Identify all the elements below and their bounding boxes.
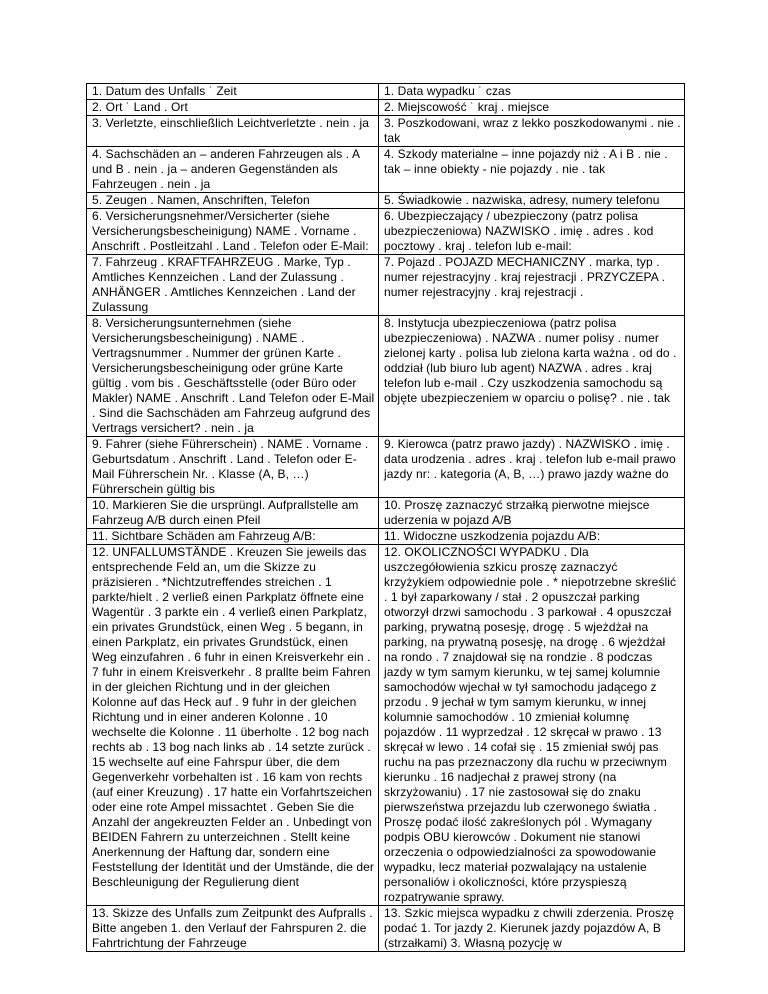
table-row bbox=[87, 316, 685, 437]
polish-cell: 6. Ubezpieczający / ubezpieczony (patrz polisa ubezpieczeniowa) NAZWISKO . imię . adres . kod pocztowy . kraj . telefon lub e-mail: bbox=[379, 209, 685, 255]
table-row bbox=[87, 147, 685, 193]
table-row bbox=[87, 116, 685, 147]
polish-cell: 5. Świadkowie . nazwiska, adresy, numery telefonu bbox=[379, 193, 685, 209]
german-cell: 11. Sichtbare Schäden am Fahrzeug A/B: bbox=[87, 529, 379, 545]
table-row bbox=[87, 255, 685, 316]
polish-cell: 9. Kierowca (patrz prawo jazdy) . NAZWISKO . imię . data urodzenia . adres . kraj . telefon lub e-mail prawo jazdy nr: . kategoria (A, B, …) prawo jazdy ważne do bbox=[379, 437, 685, 498]
german-cell: 12. UNFALLUMSTÄNDE . Kreuzen Sie jeweils das entsprechende Feld an, um die Skizze zu präzisieren . *Nichtzutreffendes streichen . 1 parkte/hielt . 2 verließ einen Parkplatz öffnete eine Wagentür . 3 parkte ein . 4 verließ einen Parkplatz, ein privates Grundstück, einen Weg . 5 begann, in einen Parkplatz, ein privates Grundstück, einen Weg einzufahren . 6 fuhr in einen Kreisverkehr ein . 7 fuhr in einem Kreisverkehr . 8 prallte beim Fahren in der gleichen Richtung und in der gleichen Kolonne auf das Heck auf . 9 fuhr in der gleichen Richtung und in einer anderen Kolonne . 10 wechselte die Kolonne . 11 überholte . 12 bog nach rechts ab . 13 bog nach links ab . 14 setzte zurück . 15 wechselte auf eine Fahrspur über, die dem Gegenverkehr vorbehalten ist . 16 kam von rechts (auf einer Kreuzung) . 17 hatte ein Vorfahrtszeichen oder eine rote Ampel missachtet . Geben Sie die Anzahl der angekreuzten Felder an . Unbedingt von BEIDEN Fahrern zu unterzeichnen . Stellt keine Anerkennung der Haftung dar, sondern eine Feststellung der Identität und der Umstände, die der Beschleunigung der Regulierung dient bbox=[87, 545, 379, 906]
polish-cell: 1. Data wypadku ˙ czas bbox=[379, 84, 685, 100]
table-row bbox=[87, 545, 685, 906]
polish-cell: 7. Pojazd . POJAZD MECHANICZNY . marka, typ . numer rejestracyjny . kraj rejestracji . PRZYCZEPA . numer rejestracyjny . kraj rejestracji . bbox=[379, 255, 685, 316]
table-row bbox=[87, 84, 685, 100]
table-row bbox=[87, 498, 685, 529]
table-row bbox=[87, 529, 685, 545]
table-row bbox=[87, 100, 685, 116]
polish-cell: 10. Proszę zaznaczyć strzałką pierwotne miejsce uderzenia w pojazd A/B bbox=[379, 498, 685, 529]
german-cell: 5. Zeugen . Namen, Anschriften, Telefon bbox=[87, 193, 379, 209]
table-row bbox=[87, 437, 685, 498]
german-cell: 9. Fahrer (siehe Führerschein) . NAME . Vorname . Geburtsdatum . Anschrift . Land . Telefon oder E-Mail Führerschein Nr. . Klasse (A, B, …) Führerschein gültig bis bbox=[87, 437, 379, 498]
german-cell: 13. Skizze des Unfalls zum Zeitpunkt des Aufpralls . Bitte angeben 1. den Verlauf der Fahrspuren 2. die Fahrtrichtung der Fahrzeuge bbox=[87, 906, 379, 952]
table-row bbox=[87, 906, 685, 952]
polish-cell: 12. OKOLICZNOŚCI WYPADKU . Dla uszczegółowienia szkicu proszę zaznaczyć krzyżykiem odpowiednie pole . * niepotrzebne skreślić . 1 był zaparkowany / stał . 2 opuszczał parking otworzył drzwi samochodu . 3 parkował . 4 opuszczał parking, prywatną posesję, drogę . 5 wjeżdżał na parking, na prywatną posesję, na drogę . 6 wjeżdżał na rondo . 7 znajdował się na rondzie . 8 podczas jazdy w tym samym kierunku, w tej samej kolumnie samochodów wjechał w tył samochodu jadącego z przodu . 9 jechał w tym samym kierunku, w innej kolumnie samochodów . 10 zmieniał kolumnę pojazdów . 11 wyprzedzał . 12 skręcał w prawo . 13 skręcał w lewo . 14 cofał się . 15 zmieniał swój pas ruchu na pas przeznaczony dla ruchu w przeciwnym kierunku . 16 nadjechał z prawej strony (na skrzyżowaniu) . 17 nie zastosował się do znaku pierwszeństwa przejazdu lub czerwonego światła . Proszę podać ilość zakreślonych pól . Wymagany podpis OBU kierowców . Dokument nie stanowi orzeczenia o odpowiedzialności za spowodowanie wypadku, lecz materiał pozwalający na ustalenie personaliów i okoliczności, które przyspieszą rozpatrywanie sprawy. bbox=[379, 545, 685, 906]
polish-cell: 4. Szkody materialne – inne pojazdy niż . A i B . nie . tak – inne obiekty - nie pojazdy . nie . tak bbox=[379, 147, 685, 193]
german-cell: 4. Sachschäden an – anderen Fahrzeugen als . A und B . nein . ja – anderen Gegenständen als Fahrzeugen . nein . ja bbox=[87, 147, 379, 193]
table-row bbox=[87, 209, 685, 255]
polish-cell: 8. Instytucja ubezpieczeniowa (patrz polisa ubezpieczeniowa) . NAZWA . numer polisy . numer zielonej karty . polisa lub zielona karta ważna . od do . oddział (lub biuro lub agent) NAZWA . adres . kraj telefon lub e-mail . Czy uszkodzenia samochodu są objęte ubezpieczeniem w oparciu o polisę? . nie . tak bbox=[379, 316, 685, 437]
translation-table bbox=[86, 83, 685, 952]
polish-cell: 3. Poszkodowani, wraz z lekko poszkodowanymi . nie . tak bbox=[379, 116, 685, 147]
german-cell: 8. Versicherungsunternehmen (siehe Versicherungsbescheinigung) . NAME . Vertragsnummer . Nummer der grünen Karte . Versicherungsbescheinigung oder grüne Karte gültig . vom bis . Geschäftsstelle (oder Büro oder Makler) NAME . Anschrift . Land Telefon oder E-Mail . Sind die Sachschäden am Fahrzeug aufgrund des Vertrags versichert? . nein . ja bbox=[87, 316, 379, 437]
polish-cell: 13. Szkic miejsca wypadku z chwili zderzenia. Proszę podać 1. Tor jazdy 2. Kierunek jazdy pojazdów A, B (strzałkami) 3. Własną pozycję w bbox=[379, 906, 685, 952]
german-cell: 1. Datum des Unfalls ˙ Zeit bbox=[87, 84, 379, 100]
german-cell: 3. Verletzte, einschließlich Leichtverletzte . nein . ja bbox=[87, 116, 379, 147]
german-cell: 7. Fahrzeug . KRAFTFAHRZEUG . Marke, Typ . Amtliches Kennzeichen . Land der Zulassung . ANHÄNGER . Amtliches Kennzeichen . Land der Zulassung bbox=[87, 255, 379, 316]
german-cell: 2. Ort ˙ Land . Ort bbox=[87, 100, 379, 116]
polish-cell: 2. Miejscowość ˙ kraj . miejsce bbox=[379, 100, 685, 116]
polish-cell: 11. Widoczne uszkodzenia pojazdu A/B: bbox=[379, 529, 685, 545]
german-cell: 10. Markieren Sie die ursprüngl. Aufprallstelle am Fahrzeug A/B durch einen Pfeil bbox=[87, 498, 379, 529]
german-cell: 6. Versicherungsnehmer/Versicherter (siehe Versicherungsbescheinigung) NAME . Vorname . Anschrift . Postleitzahl . Land . Telefon oder E-Mail: bbox=[87, 209, 379, 255]
table-row bbox=[87, 193, 685, 209]
